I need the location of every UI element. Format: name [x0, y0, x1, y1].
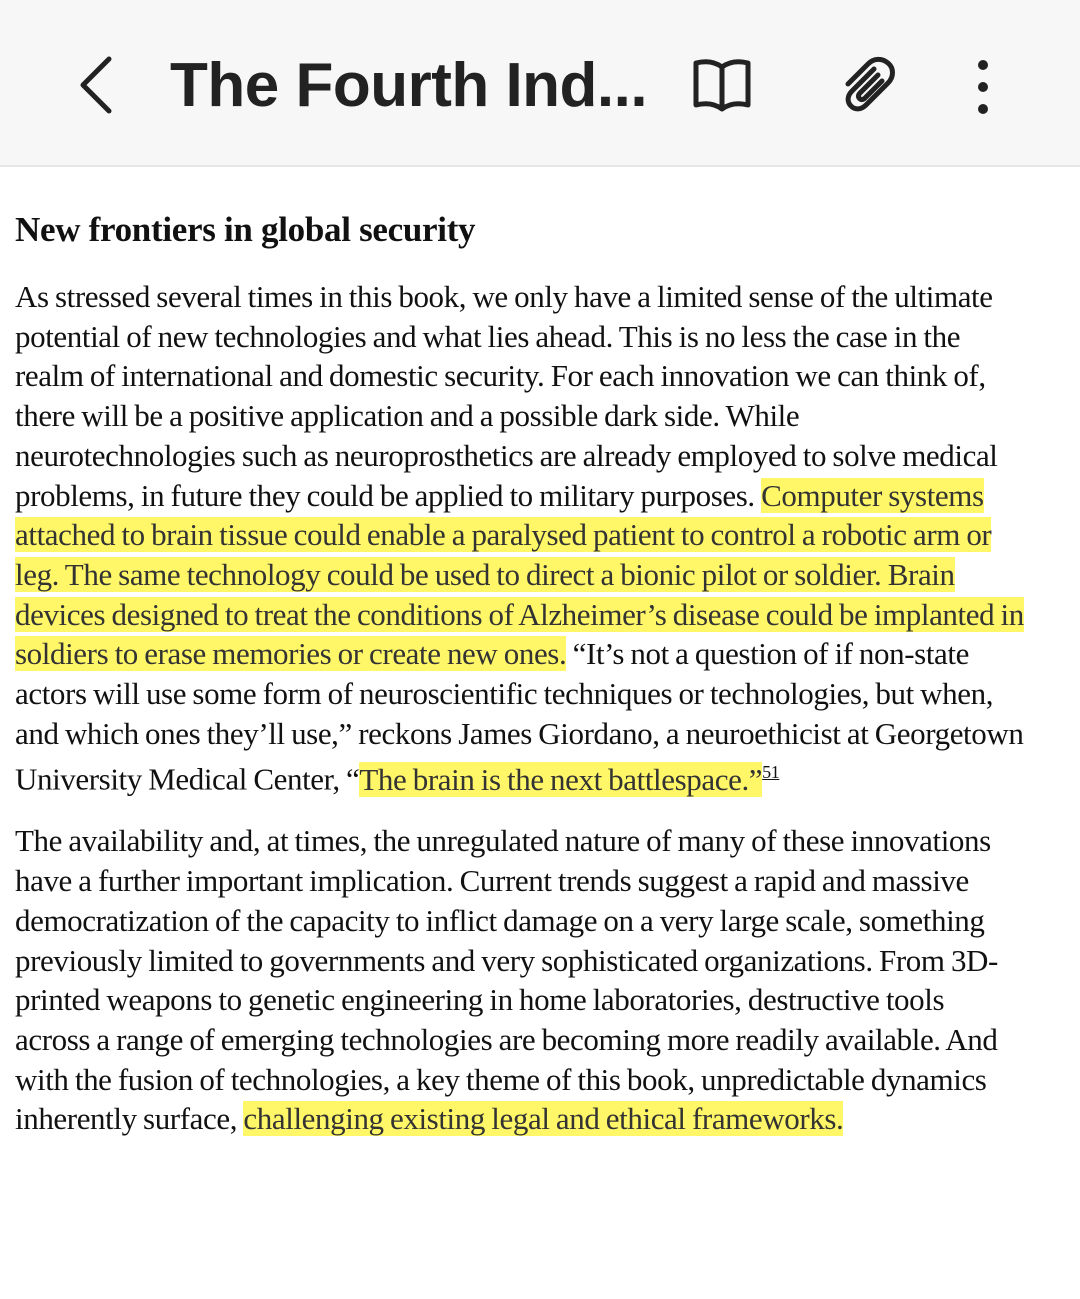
book-title: The Fourth Ind...	[170, 51, 648, 120]
reader-content	[15, 205, 1025, 1161]
paragraph-1-text-a: As stressed several times in this book, we only have a limited sense of the ultimate potential of new technologies and what lies ahead. This is no less the case in the realm of international and domestic security. For each innovation we can think of, there will be a positive application and a possible dark side. While neurotechnologies such as neuroprosthetics are already employed to solve medical problems, in future they could be applied to military purposes.	[15, 279, 998, 513]
footnote-link[interactable]: 51	[762, 762, 780, 783]
vertical-dots-icon	[973, 55, 993, 115]
section-heading: New frontiers in global security	[15, 210, 476, 249]
paperclip-icon	[836, 55, 896, 115]
attach-button[interactable]	[831, 50, 901, 120]
more-options-button[interactable]	[948, 50, 1018, 120]
highlight-brain-devices[interactable]: Computer systems attached to brain tissue could enable a paralysed patient to control a robotic arm or leg. The same technology could be used to direct a bionic pilot or soldier. Brain devices designed to treat the conditions of Alzheimer’s disease could be implanted in soldiers to erase memories or create new ones.	[15, 477, 1024, 672]
paragraph-2[interactable]	[15, 821, 1025, 1139]
highlight-frameworks[interactable]: challenging existing legal and ethical frameworks.	[243, 1101, 844, 1137]
highlight-battlespace[interactable]: The brain is the next battlespace.”	[359, 761, 763, 797]
table-of-contents-button[interactable]	[687, 50, 757, 120]
paragraph-1[interactable]	[15, 277, 1025, 799]
paragraph-1-text-b: “It’s not a question of if non-state actors will use some form of neuroscientific techniques or technologies, but when, and which ones they’ll use,” reckons James Giordano, a neuroethicist at Georgetown University Medical Center, “	[15, 636, 1024, 797]
app-toolbar	[0, 0, 1080, 167]
paragraph-2-text-a: The availability and, at times, the unregulated nature of many of these innovations have a further important implication. Current trends suggest a rapid and massive democratization of the capacity to inflict damage on a very large scale, something previously limited to governments and very sophisticated organizations. From 3D-printed weapons to genetic engineering in home laboratories, destructive tools across a range of emerging technologies are becoming more readily available. And with the fusion of technologies, a key theme of this book, unpredictable dynamics inherently surface,	[15, 823, 998, 1137]
chevron-left-icon	[77, 55, 117, 115]
back-button[interactable]	[62, 50, 132, 120]
open-book-icon	[692, 57, 752, 113]
